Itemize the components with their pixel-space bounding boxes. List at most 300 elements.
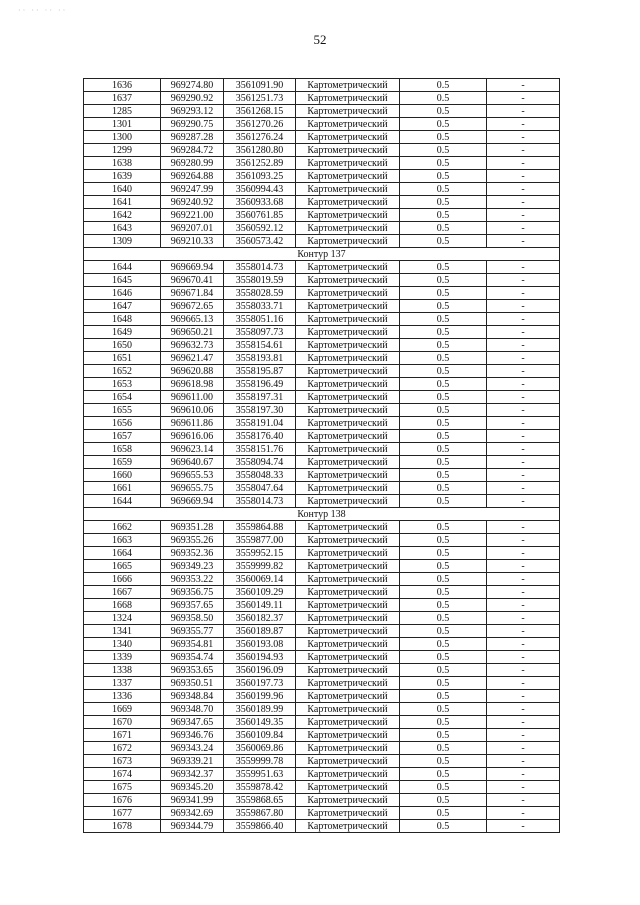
accuracy-cell: 0.5 (400, 209, 487, 222)
accuracy-cell: 0.5 (400, 300, 487, 313)
accuracy-cell: 0.5 (400, 443, 487, 456)
table-row (84, 326, 560, 339)
table-row (84, 664, 560, 677)
x-coordinate-cell: 969240.92 (161, 196, 224, 209)
x-coordinate-cell: 969640.67 (161, 456, 224, 469)
point-number-cell: 1653 (84, 378, 161, 391)
table-row (84, 521, 560, 534)
description-cell: - (487, 105, 560, 118)
table-row (84, 118, 560, 131)
y-coordinate-cell: 3559999.78 (224, 755, 296, 768)
accuracy-cell: 0.5 (400, 170, 487, 183)
point-number-cell: 1301 (84, 118, 161, 131)
point-number-cell: 1672 (84, 742, 161, 755)
description-cell: - (487, 495, 560, 508)
point-number-cell: 1676 (84, 794, 161, 807)
x-coordinate-cell: 969616.06 (161, 430, 224, 443)
table-row (84, 638, 560, 651)
method-cell: Картометрический (296, 573, 400, 586)
table-row (84, 469, 560, 482)
method-cell: Картометрический (296, 716, 400, 729)
table-row (84, 92, 560, 105)
x-coordinate-cell: 969344.79 (161, 820, 224, 833)
method-cell: Картометрический (296, 820, 400, 833)
y-coordinate-cell: 3558191.04 (224, 417, 296, 430)
x-coordinate-cell: 969650.21 (161, 326, 224, 339)
table-row (84, 534, 560, 547)
point-number-cell: 1678 (84, 820, 161, 833)
accuracy-cell: 0.5 (400, 183, 487, 196)
accuracy-cell: 0.5 (400, 105, 487, 118)
point-number-cell: 1670 (84, 716, 161, 729)
x-coordinate-cell: 969348.70 (161, 703, 224, 716)
table-row (84, 573, 560, 586)
x-coordinate-cell: 969672.65 (161, 300, 224, 313)
x-coordinate-cell: 969620.88 (161, 365, 224, 378)
y-coordinate-cell: 3558196.49 (224, 378, 296, 391)
accuracy-cell: 0.5 (400, 664, 487, 677)
point-number-cell: 1300 (84, 131, 161, 144)
method-cell: Картометрический (296, 183, 400, 196)
table-row (84, 313, 560, 326)
description-cell: - (487, 742, 560, 755)
y-coordinate-cell: 3558048.33 (224, 469, 296, 482)
point-number-cell: 1642 (84, 209, 161, 222)
table-row (84, 781, 560, 794)
description-cell: - (487, 625, 560, 638)
description-cell: - (487, 144, 560, 157)
x-coordinate-cell: 969339.21 (161, 755, 224, 768)
method-cell: Картометрический (296, 807, 400, 820)
table-row (84, 417, 560, 430)
x-coordinate-cell: 969655.75 (161, 482, 224, 495)
point-number-cell: 1644 (84, 495, 161, 508)
description-cell: - (487, 599, 560, 612)
point-number-cell: 1660 (84, 469, 161, 482)
y-coordinate-cell: 3558033.71 (224, 300, 296, 313)
description-cell: - (487, 183, 560, 196)
accuracy-cell: 0.5 (400, 638, 487, 651)
x-coordinate-cell: 969670.41 (161, 274, 224, 287)
x-coordinate-cell: 969354.74 (161, 651, 224, 664)
point-number-cell: 1641 (84, 196, 161, 209)
method-cell: Картометрический (296, 651, 400, 664)
y-coordinate-cell: 3560193.08 (224, 638, 296, 651)
x-coordinate-cell: 969611.86 (161, 417, 224, 430)
y-coordinate-cell: 3558019.59 (224, 274, 296, 287)
x-coordinate-cell: 969621.47 (161, 352, 224, 365)
point-number-cell: 1675 (84, 781, 161, 794)
x-coordinate-cell: 969342.37 (161, 768, 224, 781)
method-cell: Картометрический (296, 222, 400, 235)
method-cell: Картометрический (296, 92, 400, 105)
x-coordinate-cell: 969287.28 (161, 131, 224, 144)
method-cell: Картометрический (296, 79, 400, 92)
x-coordinate-cell: 969655.53 (161, 469, 224, 482)
y-coordinate-cell: 3559867.80 (224, 807, 296, 820)
point-number-cell: 1663 (84, 534, 161, 547)
x-coordinate-cell: 969290.75 (161, 118, 224, 131)
point-number-cell: 1324 (84, 612, 161, 625)
accuracy-cell: 0.5 (400, 482, 487, 495)
method-cell: Картометрический (296, 625, 400, 638)
x-coordinate-cell: 969348.84 (161, 690, 224, 703)
accuracy-cell: 0.5 (400, 326, 487, 339)
description-cell: - (487, 391, 560, 404)
table-row (84, 144, 560, 157)
table-row (84, 456, 560, 469)
description-cell: - (487, 170, 560, 183)
table-row (84, 482, 560, 495)
accuracy-cell: 0.5 (400, 404, 487, 417)
method-cell: Картометрический (296, 144, 400, 157)
x-coordinate-cell: 969671.84 (161, 287, 224, 300)
table-row (84, 794, 560, 807)
method-cell: Картометрический (296, 638, 400, 651)
method-cell: Картометрический (296, 612, 400, 625)
method-cell: Картометрический (296, 534, 400, 547)
x-coordinate-cell: 969347.65 (161, 716, 224, 729)
y-coordinate-cell: 3558176.40 (224, 430, 296, 443)
description-cell: - (487, 729, 560, 742)
description-cell: - (487, 456, 560, 469)
x-coordinate-cell: 969358.50 (161, 612, 224, 625)
x-coordinate-cell: 969669.94 (161, 495, 224, 508)
description-cell: - (487, 287, 560, 300)
accuracy-cell: 0.5 (400, 586, 487, 599)
method-cell: Картометрический (296, 118, 400, 131)
y-coordinate-cell: 3559877.00 (224, 534, 296, 547)
method-cell: Картометрический (296, 495, 400, 508)
point-number-cell: 1638 (84, 157, 161, 170)
accuracy-cell: 0.5 (400, 677, 487, 690)
point-number-cell: 1662 (84, 521, 161, 534)
method-cell: Картометрический (296, 404, 400, 417)
accuracy-cell: 0.5 (400, 79, 487, 92)
y-coordinate-cell: 3561091.90 (224, 79, 296, 92)
contour-header-label: Контур 137 (84, 248, 560, 261)
accuracy-cell: 0.5 (400, 352, 487, 365)
x-coordinate-cell: 969284.72 (161, 144, 224, 157)
y-coordinate-cell: 3560197.73 (224, 677, 296, 690)
method-cell: Картометрический (296, 469, 400, 482)
accuracy-cell: 0.5 (400, 729, 487, 742)
table-row (84, 755, 560, 768)
point-number-cell: 1309 (84, 235, 161, 248)
point-number-cell: 1657 (84, 430, 161, 443)
table-row (84, 768, 560, 781)
table-row (84, 79, 560, 92)
accuracy-cell: 0.5 (400, 794, 487, 807)
table-row (84, 235, 560, 248)
description-cell: - (487, 430, 560, 443)
method-cell: Картометрический (296, 170, 400, 183)
description-cell: - (487, 92, 560, 105)
description-cell: - (487, 573, 560, 586)
description-cell: - (487, 534, 560, 547)
accuracy-cell: 0.5 (400, 313, 487, 326)
point-number-cell: 1340 (84, 638, 161, 651)
method-cell: Картометрический (296, 157, 400, 170)
method-cell: Картометрический (296, 365, 400, 378)
description-cell: - (487, 703, 560, 716)
table-row (84, 261, 560, 274)
description-cell: - (487, 794, 560, 807)
y-coordinate-cell: 3561251.73 (224, 92, 296, 105)
method-cell: Картометрический (296, 781, 400, 794)
table-row (84, 586, 560, 599)
accuracy-cell: 0.5 (400, 235, 487, 248)
method-cell: Картометрический (296, 391, 400, 404)
point-number-cell: 1341 (84, 625, 161, 638)
description-cell: - (487, 716, 560, 729)
y-coordinate-cell: 3560149.11 (224, 599, 296, 612)
description-cell: - (487, 79, 560, 92)
y-coordinate-cell: 3560109.84 (224, 729, 296, 742)
table-row (84, 300, 560, 313)
table-row (84, 651, 560, 664)
accuracy-cell: 0.5 (400, 274, 487, 287)
point-number-cell: 1643 (84, 222, 161, 235)
y-coordinate-cell: 3558151.76 (224, 443, 296, 456)
accuracy-cell: 0.5 (400, 573, 487, 586)
x-coordinate-cell: 969290.92 (161, 92, 224, 105)
method-cell: Картометрический (296, 755, 400, 768)
accuracy-cell: 0.5 (400, 703, 487, 716)
table-row (84, 742, 560, 755)
page-number: 52 (313, 32, 327, 47)
point-number-cell: 1336 (84, 690, 161, 703)
point-number-cell: 1647 (84, 300, 161, 313)
accuracy-cell: 0.5 (400, 118, 487, 131)
table-row (84, 157, 560, 170)
point-number-cell: 1671 (84, 729, 161, 742)
description-cell: - (487, 807, 560, 820)
y-coordinate-cell: 3560592.12 (224, 222, 296, 235)
y-coordinate-cell: 3561252.89 (224, 157, 296, 170)
accuracy-cell: 0.5 (400, 144, 487, 157)
accuracy-cell: 0.5 (400, 131, 487, 144)
table-row (84, 703, 560, 716)
accuracy-cell: 0.5 (400, 521, 487, 534)
method-cell: Картометрический (296, 105, 400, 118)
y-coordinate-cell: 3559866.40 (224, 820, 296, 833)
table-row (84, 430, 560, 443)
method-cell: Картометрический (296, 729, 400, 742)
point-number-cell: 1640 (84, 183, 161, 196)
accuracy-cell: 0.5 (400, 417, 487, 430)
table-row (84, 677, 560, 690)
table-row (84, 352, 560, 365)
accuracy-cell: 0.5 (400, 625, 487, 638)
method-cell: Картометрический (296, 768, 400, 781)
method-cell: Картометрический (296, 690, 400, 703)
accuracy-cell: 0.5 (400, 716, 487, 729)
x-coordinate-cell: 969353.65 (161, 664, 224, 677)
point-number-cell: 1299 (84, 144, 161, 157)
x-coordinate-cell: 969349.23 (161, 560, 224, 573)
table-row (84, 131, 560, 144)
accuracy-cell: 0.5 (400, 651, 487, 664)
point-number-cell: 1668 (84, 599, 161, 612)
method-cell: Картометрический (296, 196, 400, 209)
y-coordinate-cell: 3558014.73 (224, 261, 296, 274)
accuracy-cell: 0.5 (400, 469, 487, 482)
point-number-cell: 1664 (84, 547, 161, 560)
table-row (84, 339, 560, 352)
description-cell: - (487, 339, 560, 352)
description-cell: - (487, 690, 560, 703)
accuracy-cell: 0.5 (400, 157, 487, 170)
point-number-cell: 1637 (84, 92, 161, 105)
table-row (84, 495, 560, 508)
y-coordinate-cell: 3560196.09 (224, 664, 296, 677)
y-coordinate-cell: 3560573.42 (224, 235, 296, 248)
description-cell: - (487, 417, 560, 430)
description-cell: - (487, 131, 560, 144)
x-coordinate-cell: 969665.13 (161, 313, 224, 326)
x-coordinate-cell: 969353.22 (161, 573, 224, 586)
method-cell: Картометрический (296, 261, 400, 274)
table-row (84, 170, 560, 183)
description-cell: - (487, 209, 560, 222)
x-coordinate-cell: 969210.33 (161, 235, 224, 248)
point-number-cell: 1666 (84, 573, 161, 586)
y-coordinate-cell: 3558193.81 (224, 352, 296, 365)
method-cell: Картометрический (296, 235, 400, 248)
method-cell: Картометрический (296, 703, 400, 716)
accuracy-cell: 0.5 (400, 339, 487, 352)
point-number-cell: 1649 (84, 326, 161, 339)
coordinates-table (83, 78, 560, 833)
y-coordinate-cell: 3561276.24 (224, 131, 296, 144)
point-number-cell: 1667 (84, 586, 161, 599)
method-cell: Картометрический (296, 456, 400, 469)
y-coordinate-cell: 3558047.64 (224, 482, 296, 495)
accuracy-cell: 0.5 (400, 222, 487, 235)
description-cell: - (487, 664, 560, 677)
accuracy-cell: 0.5 (400, 287, 487, 300)
x-coordinate-cell: 969355.77 (161, 625, 224, 638)
accuracy-cell: 0.5 (400, 781, 487, 794)
description-cell: - (487, 677, 560, 690)
point-number-cell: 1636 (84, 79, 161, 92)
table-row (84, 378, 560, 391)
x-coordinate-cell: 969293.12 (161, 105, 224, 118)
accuracy-cell: 0.5 (400, 456, 487, 469)
y-coordinate-cell: 3558197.31 (224, 391, 296, 404)
table-row (84, 274, 560, 287)
x-coordinate-cell: 969356.75 (161, 586, 224, 599)
description-cell: - (487, 638, 560, 651)
x-coordinate-cell: 969247.99 (161, 183, 224, 196)
y-coordinate-cell: 3560199.96 (224, 690, 296, 703)
y-coordinate-cell: 3559868.65 (224, 794, 296, 807)
description-cell: - (487, 781, 560, 794)
x-coordinate-cell: 969274.80 (161, 79, 224, 92)
method-cell: Картометрический (296, 664, 400, 677)
y-coordinate-cell: 3560182.37 (224, 612, 296, 625)
x-coordinate-cell: 969352.36 (161, 547, 224, 560)
method-cell: Картометрический (296, 131, 400, 144)
table-row (84, 391, 560, 404)
point-number-cell: 1665 (84, 560, 161, 573)
description-cell: - (487, 651, 560, 664)
y-coordinate-cell: 3560109.29 (224, 586, 296, 599)
table-row (84, 625, 560, 638)
method-cell: Картометрический (296, 482, 400, 495)
y-coordinate-cell: 3558028.59 (224, 287, 296, 300)
point-number-cell: 1644 (84, 261, 161, 274)
method-cell: Картометрический (296, 547, 400, 560)
point-number-cell: 1658 (84, 443, 161, 456)
y-coordinate-cell: 3560189.99 (224, 703, 296, 716)
accuracy-cell: 0.5 (400, 742, 487, 755)
x-coordinate-cell: 969351.28 (161, 521, 224, 534)
x-coordinate-cell: 969354.81 (161, 638, 224, 651)
y-coordinate-cell: 3559951.63 (224, 768, 296, 781)
point-number-cell: 1337 (84, 677, 161, 690)
point-number-cell: 1652 (84, 365, 161, 378)
method-cell: Картометрический (296, 378, 400, 391)
description-cell: - (487, 469, 560, 482)
y-coordinate-cell: 3559878.42 (224, 781, 296, 794)
x-coordinate-cell: 969280.99 (161, 157, 224, 170)
y-coordinate-cell: 3560149.35 (224, 716, 296, 729)
x-coordinate-cell: 969632.73 (161, 339, 224, 352)
method-cell: Картометрический (296, 794, 400, 807)
point-number-cell: 1673 (84, 755, 161, 768)
description-cell: - (487, 547, 560, 560)
point-number-cell: 1655 (84, 404, 161, 417)
y-coordinate-cell: 3558197.30 (224, 404, 296, 417)
x-coordinate-cell: 969610.06 (161, 404, 224, 417)
method-cell: Картометрический (296, 313, 400, 326)
contour-header-row (84, 508, 560, 521)
accuracy-cell: 0.5 (400, 807, 487, 820)
y-coordinate-cell: 3559864.88 (224, 521, 296, 534)
table-row (84, 105, 560, 118)
point-number-cell: 1651 (84, 352, 161, 365)
x-coordinate-cell: 969207.01 (161, 222, 224, 235)
description-cell: - (487, 300, 560, 313)
table-row (84, 287, 560, 300)
y-coordinate-cell: 3558014.73 (224, 495, 296, 508)
point-number-cell: 1654 (84, 391, 161, 404)
y-coordinate-cell: 3558051.16 (224, 313, 296, 326)
accuracy-cell: 0.5 (400, 560, 487, 573)
table-row (84, 183, 560, 196)
method-cell: Картометрический (296, 521, 400, 534)
description-cell: - (487, 235, 560, 248)
description-cell: - (487, 768, 560, 781)
scan-corner-mark: ·· ·· ·· ·· (18, 6, 68, 15)
method-cell: Картометрический (296, 560, 400, 573)
method-cell: Картометрический (296, 326, 400, 339)
description-cell: - (487, 560, 560, 573)
description-cell: - (487, 222, 560, 235)
table-row (84, 209, 560, 222)
point-number-cell: 1338 (84, 664, 161, 677)
description-cell: - (487, 586, 560, 599)
method-cell: Картометрический (296, 209, 400, 222)
method-cell: Картометрический (296, 443, 400, 456)
x-coordinate-cell: 969623.14 (161, 443, 224, 456)
accuracy-cell: 0.5 (400, 690, 487, 703)
description-cell: - (487, 612, 560, 625)
description-cell: - (487, 443, 560, 456)
point-number-cell: 1645 (84, 274, 161, 287)
